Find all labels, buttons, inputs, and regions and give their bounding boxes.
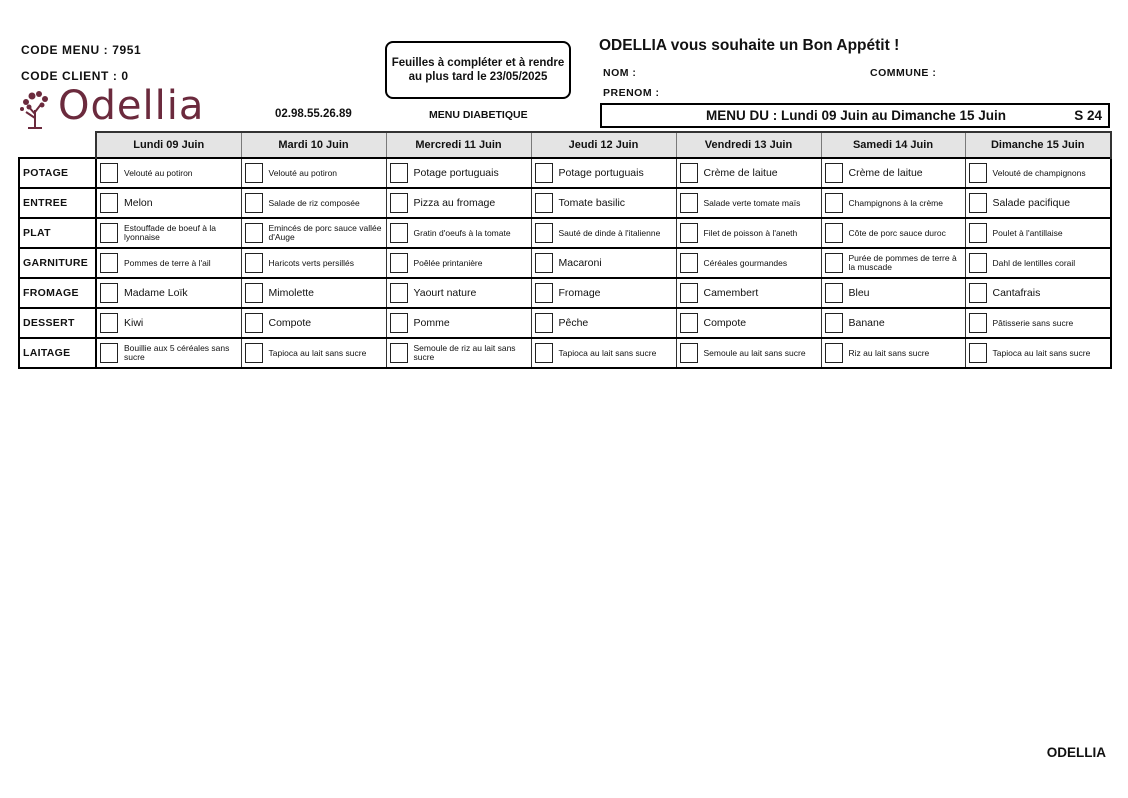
footer-brand: ODELLIA bbox=[1046, 745, 1106, 760]
selection-checkbox[interactable] bbox=[969, 193, 987, 213]
selection-checkbox[interactable] bbox=[535, 283, 553, 303]
greeting: ODELLIA vous souhaite un Bon Appétit ! bbox=[599, 37, 900, 54]
menu-cell bbox=[96, 218, 241, 248]
selection-checkbox[interactable] bbox=[245, 193, 263, 213]
selection-checkbox[interactable] bbox=[100, 313, 118, 333]
day-header: Lundi 09 Juin bbox=[96, 132, 241, 158]
menu-cell bbox=[96, 188, 241, 218]
menu-body bbox=[19, 158, 1111, 368]
odellia-logo bbox=[18, 83, 213, 132]
selection-checkbox[interactable] bbox=[245, 253, 263, 273]
menu-cell bbox=[386, 188, 531, 218]
dish-name: Semoule au lait sans sucre bbox=[703, 347, 806, 358]
dish-name: Estouffade de boeuf à la lyonnaise bbox=[124, 223, 217, 242]
dish-name: Compote bbox=[268, 317, 312, 329]
dish-name: Macaroni bbox=[558, 257, 602, 269]
commune-label: COMMUNE : bbox=[870, 67, 937, 79]
selection-checkbox[interactable] bbox=[390, 343, 408, 363]
selection-checkbox[interactable] bbox=[535, 253, 553, 273]
code-client: CODE CLIENT : 0 bbox=[21, 69, 129, 83]
menu-cell bbox=[965, 278, 1111, 308]
dish-name: Riz au lait sans sucre bbox=[848, 347, 930, 358]
category-label: FROMAGE bbox=[19, 278, 96, 308]
menu-period: MENU DU : Lundi 09 Juin au Dimanche 15 Juin bbox=[706, 108, 1007, 123]
selection-checkbox[interactable] bbox=[100, 193, 118, 213]
selection-checkbox[interactable] bbox=[100, 343, 118, 363]
category-label: GARNITURE bbox=[19, 248, 96, 278]
dish-name: Velouté de champignons bbox=[992, 167, 1086, 178]
dish-name: Banane bbox=[848, 317, 885, 329]
dish-name: Haricots verts persillés bbox=[268, 257, 354, 268]
dish-name: Salade pacifique bbox=[992, 197, 1071, 209]
menu-cell bbox=[821, 308, 965, 338]
dish-name: Poulet à l'antillaise bbox=[992, 227, 1063, 238]
selection-checkbox[interactable] bbox=[680, 253, 698, 273]
dish-name: Sauté de dinde à l'italienne bbox=[558, 227, 661, 238]
tree-logo-icon bbox=[18, 88, 58, 132]
selection-checkbox[interactable] bbox=[969, 253, 987, 273]
menu-cell bbox=[821, 188, 965, 218]
menu-cell bbox=[676, 308, 821, 338]
selection-checkbox[interactable] bbox=[390, 283, 408, 303]
menu-cell bbox=[386, 248, 531, 278]
dish-name: Champignons à la crème bbox=[848, 197, 943, 208]
dish-name: Filet de poisson à l'aneth bbox=[703, 227, 798, 238]
selection-checkbox[interactable] bbox=[100, 163, 118, 183]
menu-cell bbox=[676, 338, 821, 368]
dish-name: Pâtisserie sans sucre bbox=[992, 317, 1074, 328]
selection-checkbox[interactable] bbox=[100, 283, 118, 303]
selection-checkbox[interactable] bbox=[535, 163, 553, 183]
selection-checkbox[interactable] bbox=[825, 283, 843, 303]
selection-checkbox[interactable] bbox=[390, 193, 408, 213]
menu-cell bbox=[241, 338, 386, 368]
dish-name: Poêlée printanière bbox=[413, 257, 483, 268]
selection-checkbox[interactable] bbox=[825, 193, 843, 213]
selection-checkbox[interactable] bbox=[390, 163, 408, 183]
category-label: ENTREE bbox=[19, 188, 96, 218]
selection-checkbox[interactable] bbox=[390, 223, 408, 243]
dish-name: Dahl de lentilles corail bbox=[992, 257, 1076, 268]
dish-name: Crème de laitue bbox=[848, 167, 923, 179]
dish-name: Céréales gourmandes bbox=[703, 257, 788, 268]
selection-checkbox[interactable] bbox=[100, 253, 118, 273]
menu-cell bbox=[676, 248, 821, 278]
menu-cell bbox=[531, 278, 676, 308]
selection-checkbox[interactable] bbox=[969, 163, 987, 183]
menu-cell bbox=[676, 188, 821, 218]
menu-table bbox=[18, 131, 1112, 369]
selection-checkbox[interactable] bbox=[969, 283, 987, 303]
selection-checkbox[interactable] bbox=[680, 313, 698, 333]
menu-cell bbox=[965, 248, 1111, 278]
prenom-label: PRENOM : bbox=[603, 87, 660, 99]
day-header: Dimanche 15 Juin bbox=[965, 132, 1111, 158]
table-row bbox=[19, 248, 1111, 278]
dish-name: Velouté au potiron bbox=[268, 167, 338, 178]
dish-name: Salade de riz composée bbox=[268, 197, 360, 208]
table-row bbox=[19, 278, 1111, 308]
dish-name: Tapioca au lait sans sucre bbox=[558, 347, 657, 358]
selection-checkbox[interactable] bbox=[680, 343, 698, 363]
dish-name: Purée de pommes de terre à la muscade bbox=[848, 253, 957, 272]
selection-checkbox[interactable] bbox=[825, 223, 843, 243]
selection-checkbox[interactable] bbox=[825, 313, 843, 333]
selection-checkbox[interactable] bbox=[969, 223, 987, 243]
category-label: POTAGE bbox=[19, 158, 96, 188]
dish-name: Côte de porc sauce duroc bbox=[848, 227, 946, 238]
dish-name: Tomate basilic bbox=[558, 197, 626, 209]
table-row bbox=[19, 218, 1111, 248]
dish-name: Potage portuguais bbox=[558, 167, 644, 179]
dish-name: Tapioca au lait sans sucre bbox=[268, 347, 367, 358]
menu-cell bbox=[965, 338, 1111, 368]
selection-checkbox[interactable] bbox=[535, 313, 553, 333]
notice-line-1: Feuilles à compléter et à rendre bbox=[391, 57, 565, 69]
menu-cell bbox=[386, 158, 531, 188]
selection-checkbox[interactable] bbox=[535, 193, 553, 213]
menu-cell bbox=[821, 218, 965, 248]
dish-name: Crème de laitue bbox=[703, 167, 778, 179]
table-row bbox=[19, 338, 1111, 368]
day-header: Mercredi 11 Juin bbox=[386, 132, 531, 158]
dish-name: Fromage bbox=[558, 287, 601, 299]
dish-name: Melon bbox=[124, 197, 153, 209]
selection-checkbox[interactable] bbox=[680, 163, 698, 183]
menu-cell bbox=[96, 248, 241, 278]
code-menu: CODE MENU : 7951 bbox=[21, 43, 142, 57]
selection-checkbox[interactable] bbox=[535, 223, 553, 243]
dish-name: Pommes de terre à l'ail bbox=[124, 257, 211, 268]
phone-number: 02.98.55.26.89 bbox=[275, 108, 352, 120]
menu-cell bbox=[241, 248, 386, 278]
menu-cell bbox=[96, 278, 241, 308]
selection-checkbox[interactable] bbox=[825, 163, 843, 183]
dish-name: Bleu bbox=[848, 287, 870, 299]
menu-cell bbox=[965, 158, 1111, 188]
menu-cell bbox=[821, 338, 965, 368]
selection-checkbox[interactable] bbox=[680, 223, 698, 243]
menu-cell bbox=[676, 218, 821, 248]
dish-name: Velouté au potiron bbox=[124, 167, 193, 178]
dish-name: Cantafrais bbox=[992, 287, 1041, 299]
dish-name: Kiwi bbox=[124, 317, 144, 329]
selection-checkbox[interactable] bbox=[245, 223, 263, 243]
selection-checkbox[interactable] bbox=[680, 283, 698, 303]
dish-name: Pomme bbox=[413, 317, 450, 329]
menu-cell bbox=[965, 188, 1111, 218]
dish-name: Pizza au fromage bbox=[413, 197, 496, 209]
selection-checkbox[interactable] bbox=[100, 223, 118, 243]
table-row bbox=[19, 308, 1111, 338]
nom-label: NOM : bbox=[603, 67, 637, 79]
menu-cell bbox=[531, 248, 676, 278]
menu-cell bbox=[821, 248, 965, 278]
menu-cell bbox=[241, 188, 386, 218]
day-header: Jeudi 12 Juin bbox=[531, 132, 676, 158]
menu-cell bbox=[965, 308, 1111, 338]
dish-name: Yaourt nature bbox=[413, 287, 477, 299]
menu-period-box bbox=[600, 103, 1110, 128]
selection-checkbox[interactable] bbox=[680, 193, 698, 213]
dish-name: Gratin d'oeufs à la tomate bbox=[413, 227, 511, 238]
selection-checkbox[interactable] bbox=[535, 343, 553, 363]
menu-cell bbox=[241, 218, 386, 248]
selection-checkbox[interactable] bbox=[969, 313, 987, 333]
menu-cell bbox=[676, 158, 821, 188]
selection-checkbox[interactable] bbox=[245, 313, 263, 333]
menu-cell bbox=[386, 308, 531, 338]
week-number: S 24 bbox=[1074, 108, 1102, 123]
menu-cell bbox=[821, 278, 965, 308]
logo-text: Odellia bbox=[58, 83, 205, 129]
menu-cell bbox=[241, 308, 386, 338]
menu-cell bbox=[531, 218, 676, 248]
dish-name: Mimolette bbox=[268, 287, 315, 299]
menu-cell bbox=[241, 158, 386, 188]
selection-checkbox[interactable] bbox=[245, 163, 263, 183]
menu-cell bbox=[821, 158, 965, 188]
selection-checkbox[interactable] bbox=[825, 253, 843, 273]
selection-checkbox[interactable] bbox=[969, 343, 987, 363]
menu-cell bbox=[676, 278, 821, 308]
corner-cell bbox=[19, 132, 96, 158]
menu-cell bbox=[386, 278, 531, 308]
dish-name: Bouillie aux 5 céréales sans sucre bbox=[124, 343, 230, 362]
table-row bbox=[19, 158, 1111, 188]
menu-cell bbox=[531, 338, 676, 368]
menu-cell bbox=[96, 158, 241, 188]
day-header: Samedi 14 Juin bbox=[821, 132, 965, 158]
dish-name: Madame Loïk bbox=[124, 287, 188, 299]
selection-checkbox[interactable] bbox=[825, 343, 843, 363]
menu-type: MENU DIABETIQUE bbox=[429, 109, 528, 121]
dish-name: Potage portuguais bbox=[413, 167, 499, 179]
selection-checkbox[interactable] bbox=[390, 313, 408, 333]
menu-cell bbox=[241, 278, 386, 308]
deadline-notice bbox=[385, 41, 571, 99]
notice-line-2: au plus tard le 23/05/2025 bbox=[408, 71, 548, 83]
selection-checkbox[interactable] bbox=[245, 283, 263, 303]
dish-name: Salade verte tomate maïs bbox=[703, 197, 801, 208]
dish-name: Emincés de porc sauce vallée d'Auge bbox=[268, 223, 382, 242]
selection-checkbox[interactable] bbox=[245, 343, 263, 363]
day-header-row bbox=[19, 132, 1111, 158]
dish-name: Compote bbox=[703, 317, 747, 329]
menu-cell bbox=[531, 308, 676, 338]
menu-cell bbox=[386, 218, 531, 248]
menu-cell bbox=[96, 308, 241, 338]
dish-name: Semoule de riz au lait sans sucre bbox=[413, 343, 516, 362]
menu-cell bbox=[531, 188, 676, 218]
table-row bbox=[19, 188, 1111, 218]
day-header: Vendredi 13 Juin bbox=[676, 132, 821, 158]
selection-checkbox[interactable] bbox=[390, 253, 408, 273]
category-label: PLAT bbox=[19, 218, 96, 248]
category-label: LAITAGE bbox=[19, 338, 96, 368]
menu-cell bbox=[386, 338, 531, 368]
category-label: DESSERT bbox=[19, 308, 96, 338]
menu-cell bbox=[96, 338, 241, 368]
menu-cell bbox=[965, 218, 1111, 248]
menu-cell bbox=[531, 158, 676, 188]
dish-name: Camembert bbox=[703, 287, 759, 299]
dish-name: Tapioca au lait sans sucre bbox=[992, 347, 1091, 358]
day-header: Mardi 10 Juin bbox=[241, 132, 386, 158]
dish-name: Pêche bbox=[558, 317, 589, 329]
